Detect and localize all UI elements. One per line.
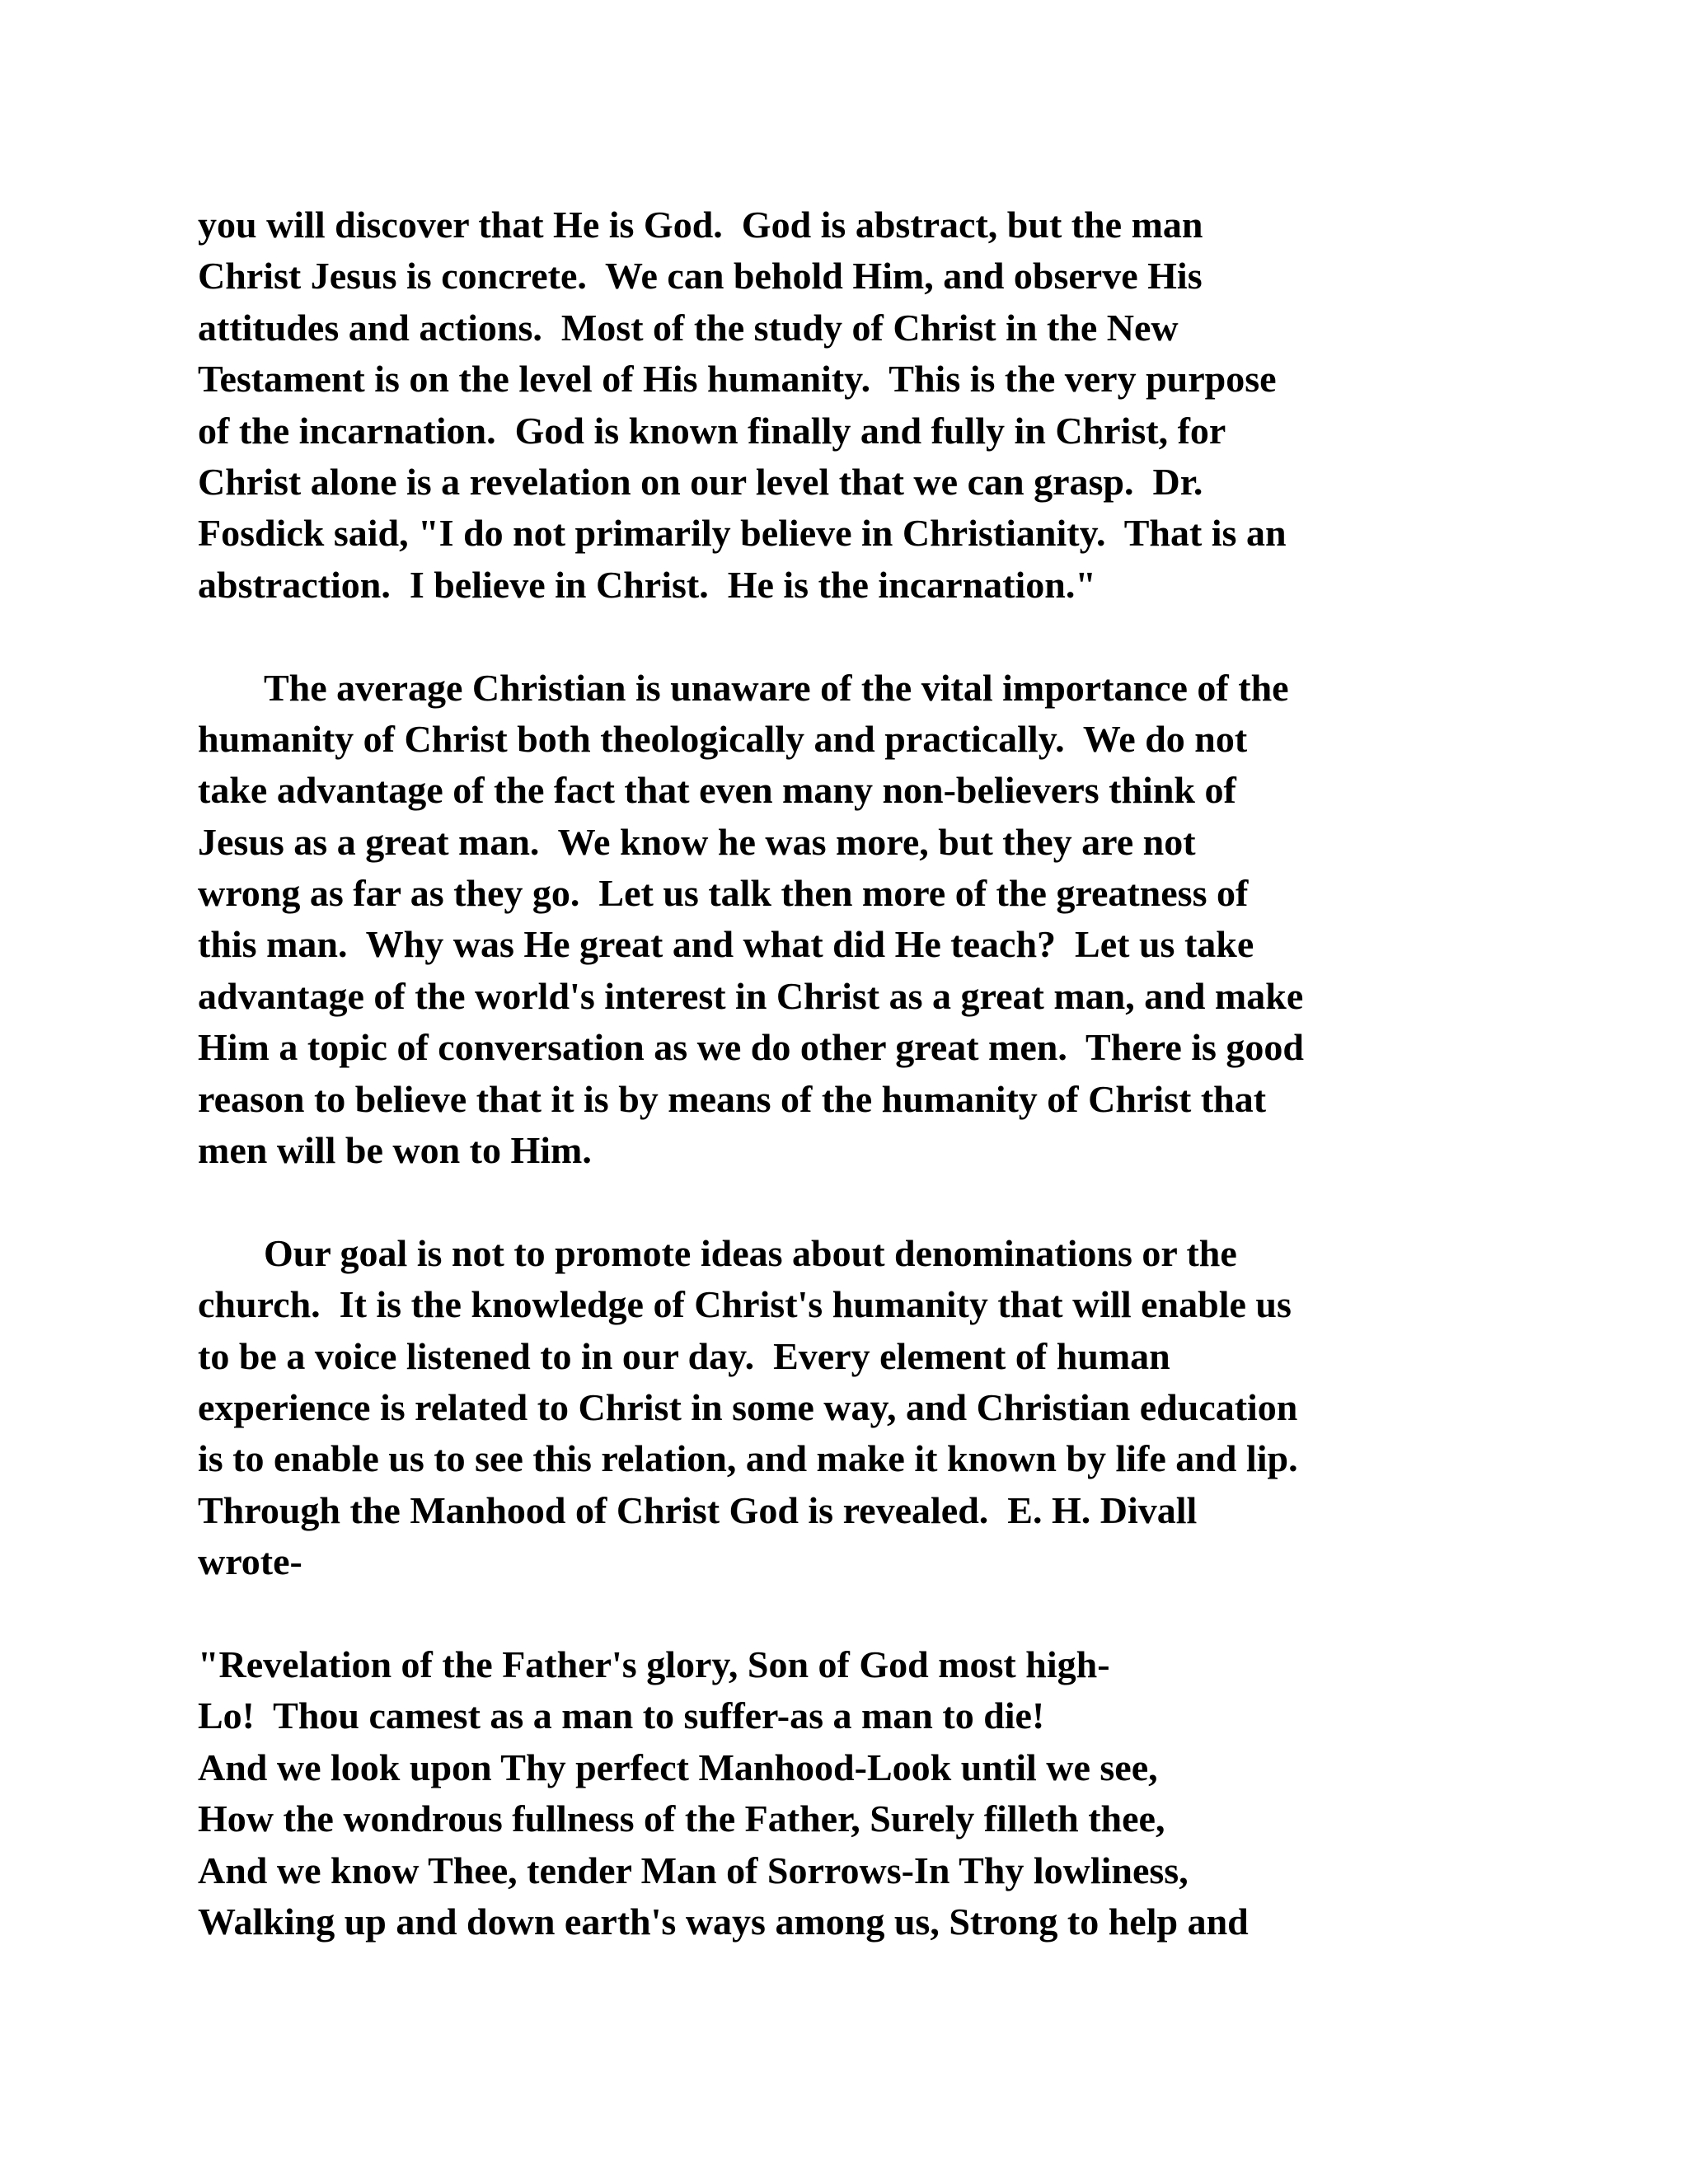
text-line: to be a voice listened to in our day. Every element of human: [198, 1334, 1170, 1377]
text-line: this man. Why was He great and what did He teach? Let us take: [198, 923, 1254, 966]
text-line: Jesus as a great man. We know he was more, but they are not: [198, 820, 1196, 863]
poem-quote: [198, 1639, 1484, 1947]
paragraph-spacer: [198, 611, 1484, 662]
text-line: attitudes and actions. Most of the study of Christ in the New: [198, 306, 1179, 349]
text-line: is to enable us to see this relation, and make it known by life and lip.: [198, 1437, 1298, 1480]
poem-line: And we know Thee, tender Man of Sorrows-In Thy lowliness,: [198, 1849, 1189, 1891]
text-line: advantage of the world's interest in Christ as a great man, and make: [198, 974, 1304, 1017]
text-line: church. It is the knowledge of Christ's humanity that will enable us: [198, 1283, 1292, 1326]
text-line: Testament is on the level of His humanity. This is the very purpose: [198, 358, 1277, 401]
paragraph-spacer: [198, 1176, 1484, 1227]
text-line: you will discover that He is God. God is abstract, but the man: [198, 204, 1203, 246]
paragraph-spacer: [198, 1588, 1484, 1639]
paragraph-1: [198, 199, 1484, 611]
text-line: Through the Manhood of Christ God is revealed. E. H. Divall: [198, 1488, 1198, 1531]
text-line: experience is related to Christ in some way, and Christian education: [198, 1385, 1298, 1428]
text-line: Fosdick said, "I do not primarily believe in Christianity. That is an: [198, 512, 1287, 555]
text-line: of the incarnation. God is known finally and fully in Christ, for: [198, 409, 1226, 452]
document-body: [198, 199, 1484, 1947]
text-line: Our goal is not to promote ideas about denominations or the: [264, 1231, 1237, 1274]
text-line: wrote-: [198, 1540, 302, 1583]
text-line: men will be won to Him.: [198, 1129, 592, 1172]
poem-line: "Revelation of the Father's glory, Son of God most high-: [198, 1643, 1110, 1685]
text-line: abstraction. I believe in Christ. He is the incarnation.": [198, 563, 1096, 606]
paragraph-2: [198, 663, 1484, 1177]
poem-line: Walking up and down earth's ways among us, Strong to help and: [198, 1900, 1249, 1943]
text-line: take advantage of the fact that even many non-believers think of: [198, 769, 1236, 812]
poem-line: Lo! Thou camest as a man to suffer-as a man to die!: [198, 1694, 1045, 1737]
text-line: Christ alone is a revelation on our level that we can grasp. Dr.: [198, 460, 1203, 503]
text-line: reason to believe that it is by means of the humanity of Christ that: [198, 1077, 1267, 1120]
text-line: Him a topic of conversation as we do other great men. There is good: [198, 1026, 1304, 1069]
text-line: humanity of Christ both theologically and practically. We do not: [198, 717, 1248, 760]
paragraph-3: [198, 1228, 1484, 1588]
text-line: The average Christian is unaware of the vital importance of the: [264, 666, 1289, 709]
poem-line: How the wondrous fullness of the Father, Surely filleth thee,: [198, 1797, 1165, 1840]
text-line: Christ Jesus is concrete. We can behold Him, and observe His: [198, 255, 1203, 298]
poem-line: And we look upon Thy perfect Manhood-Look until we see,: [198, 1746, 1158, 1788]
text-line: wrong as far as they go. Let us talk then more of the greatness of: [198, 872, 1249, 915]
